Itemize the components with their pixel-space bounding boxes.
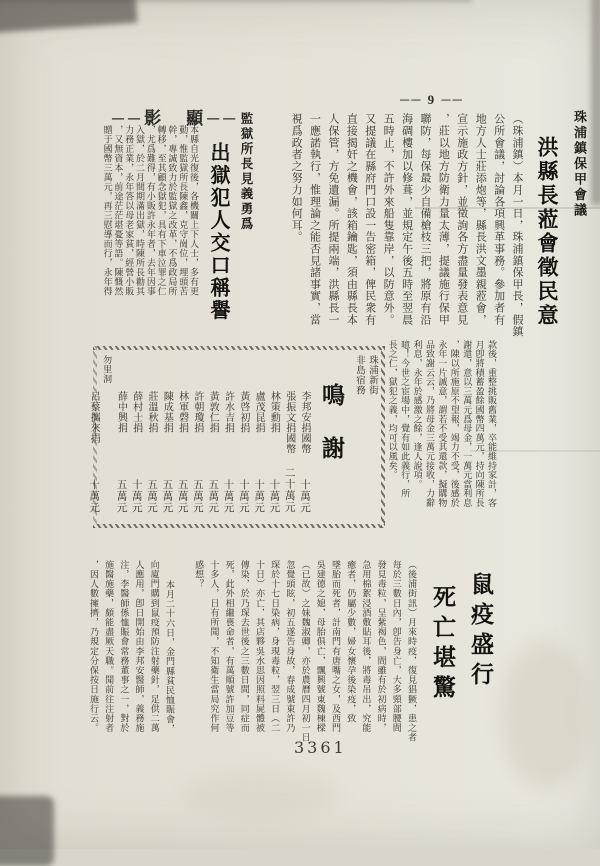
paper-stain bbox=[500, 640, 590, 790]
text-column: 感想？ bbox=[194, 560, 205, 589]
text-column: 轉移，至其顧念獄犯，具有下車泣罪之仁 bbox=[156, 125, 167, 296]
donor-entry bbox=[144, 353, 159, 517]
text-column: 宣示施政方針，並徵詢各方盡量發表意見 bbox=[455, 113, 468, 326]
donor-entry bbox=[128, 353, 143, 517]
donor-amount: 十萬元 bbox=[237, 478, 249, 513]
donor-amount: 五萬元 bbox=[176, 478, 188, 513]
text-column: 琛於十七日染病，身現毒粒，翌三日（二 bbox=[270, 560, 281, 733]
article-headline-top: 鼠疫盛行 bbox=[468, 572, 493, 692]
publication-masthead: ──影 顯── bbox=[112, 109, 240, 128]
donor-amount: 十萬元 bbox=[222, 478, 234, 513]
acknowledgment-box bbox=[88, 346, 385, 528]
text-column: 急用棉絮浸酒敷貼耳後，將毒吊出，究能 bbox=[361, 560, 372, 733]
text-column: ，莊以地方防衛力量太薄，提議施行保甲 bbox=[437, 113, 450, 326]
donor-entry bbox=[281, 353, 296, 517]
donor-name: 許朝瓊捐 bbox=[191, 391, 203, 433]
donor-name: 盧茂昆捐 bbox=[253, 391, 265, 433]
donor-entry bbox=[236, 353, 251, 517]
donor-entry bbox=[86, 353, 101, 517]
text-column: 謝還，意以三萬元爲母金，一萬元當利息 bbox=[462, 340, 473, 508]
text-column: 噫！今世之宦場中，覺有如此義行，所 bbox=[400, 340, 411, 499]
article-headline-bottom: 死亡堪驚 bbox=[430, 585, 455, 705]
donor-name: 黃啓初捐 bbox=[237, 391, 249, 433]
text-column: 本月二十六日，金門縣貧民恤賑會， bbox=[164, 580, 175, 734]
donor-amount: 五萬元 bbox=[207, 478, 219, 513]
article-baojia-meeting bbox=[260, 110, 590, 344]
text-column: 十日）亦亡，其店夥吳水思因照料屍體被 bbox=[254, 560, 265, 733]
scan-edge-artifact bbox=[0, 0, 472, 2]
paper-stain bbox=[180, 770, 340, 820]
text-column: 幹，專誠致力於監獄之改革，不爲政局所 bbox=[167, 125, 178, 296]
donor-name: 陳成基捐 bbox=[161, 391, 173, 433]
donor-entry bbox=[297, 353, 312, 517]
article-prison-warden bbox=[96, 112, 256, 340]
article-body bbox=[287, 110, 526, 344]
donor-amount: 五萬元 bbox=[146, 478, 158, 513]
text-column: 聯防，每保最少自備槍枝三把，將原有沿 bbox=[418, 113, 431, 326]
donor-name: 許水吉捐 bbox=[222, 391, 234, 433]
donor-entry bbox=[174, 353, 189, 517]
text-column: 墜胎而死者，計南門有唐嘴之女，及西門 bbox=[330, 560, 341, 733]
text-column: ，因人數擁擠，乃規定分保按日施行云。 bbox=[88, 560, 99, 733]
donor-amount: 五萬元 bbox=[115, 478, 127, 513]
article-kicker: 監獄所長見義勇爲 bbox=[239, 112, 253, 232]
text-column: 地方人士莊添炮等，縣長洪文墨親蒞會， bbox=[474, 113, 487, 326]
acknowledgment-content bbox=[88, 353, 378, 521]
donor-entry bbox=[220, 353, 235, 517]
text-column: ，尤爲難得，有小販許永年者，去年因事 bbox=[145, 125, 156, 296]
text-column: 人應用，卽日開始由李邦安醫師，義務施 bbox=[134, 560, 145, 733]
text-column: 注，李醫師係恤賑會常務董事之一，對於 bbox=[119, 560, 130, 733]
donor-amount: 十萬元 bbox=[130, 478, 142, 513]
donor-place-headers bbox=[352, 353, 378, 521]
article-body bbox=[102, 112, 199, 340]
donor-name: 林策勳捐 bbox=[268, 391, 280, 433]
text-column: （已故）之妹魏淑卿，亦於農曆四月初一日 bbox=[300, 560, 311, 743]
donor-amount: 二十萬元 bbox=[283, 467, 295, 513]
text-column: 公所會議，討論各項興革事務。參加者有 bbox=[492, 113, 505, 326]
text-column: 本縣自光復後，各機關上下人士，多有更 bbox=[189, 125, 199, 296]
text-column: 向廈門購到鼠疫預防注射藥針，足供二萬 bbox=[149, 560, 160, 733]
text-column: 款後，重整挑販舊業，卒能維持家計，客 bbox=[487, 340, 497, 508]
donor-entry bbox=[205, 353, 220, 517]
text-column: 永年一片誠意，謂若不受其還款，擬購物 bbox=[437, 340, 448, 508]
article-plague bbox=[86, 560, 498, 756]
donor-entry bbox=[159, 353, 174, 517]
donor-name: 李邦安捐國幣 bbox=[299, 391, 310, 454]
donor-list bbox=[86, 353, 312, 521]
donor-amount: 五萬元 bbox=[191, 478, 203, 513]
print-serial-number: 3361 bbox=[294, 738, 347, 757]
text-column: 傳染，於乃琛去世後之三數日間，同症而 bbox=[239, 560, 250, 733]
donor-entry bbox=[251, 353, 266, 517]
article-kicker: 珠浦鎮保甲會議 bbox=[572, 110, 587, 219]
donor-name: 張振文捐國幣 bbox=[283, 391, 295, 454]
text-column: ，陳以所施原不望報，竭力不受，後感於 bbox=[449, 340, 460, 508]
box-border-right bbox=[381, 346, 385, 528]
text-column: 品致謝云云，乃將母金三萬元接收，力辭 bbox=[424, 340, 435, 508]
donor-entry bbox=[113, 353, 128, 517]
text-column: 利息，永年於感激之餘，逢人說項。 bbox=[412, 340, 423, 489]
donor-name: 林軍磬捐 bbox=[176, 391, 188, 433]
text-column: 視爲政者之努力如何耳。 bbox=[290, 113, 303, 243]
donor-amount: 十萬元 bbox=[253, 478, 265, 513]
text-column: 動，惟監獄所長陳鑫，克守崗位，埋頭苦 bbox=[178, 125, 189, 296]
article-prison-warden-continuation bbox=[384, 340, 498, 520]
donor-entry bbox=[266, 353, 281, 517]
box-border-bottom bbox=[93, 524, 385, 528]
scan-edge-artifact bbox=[0, 796, 54, 866]
page-number: ── 9 ── bbox=[400, 92, 464, 107]
text-column: 贈于國幣三萬元，再三慰導而行，永年得 bbox=[102, 125, 113, 296]
text-column: （後浦街訊）月來時疫，復見猖獗，患之者 bbox=[407, 560, 417, 743]
text-column: 直接揭奸之機會，該箱鑰匙，須由縣長本 bbox=[345, 113, 358, 326]
text-column: 長之仁，獄犯之義，均可以風矣。 bbox=[387, 340, 398, 480]
text-column: 每於三數日內，卽告身亡，大多頸部腰間 bbox=[391, 560, 402, 733]
text-column: 又提議在縣府門口設一告密箱，俾民衆有 bbox=[363, 113, 376, 326]
article-body bbox=[86, 560, 419, 756]
text-column: 癒者，仍屬少數，婦女懷孕後染疫，致 bbox=[346, 560, 357, 724]
text-column: 死，此外相繼喪命者，有萬順號許加豆等 bbox=[224, 560, 235, 733]
donor-entry bbox=[190, 353, 205, 517]
text-column: 月卽將積蓄盈餘國幣四萬元，持向陳所長 bbox=[474, 340, 485, 508]
donor-amount: 十萬元 bbox=[299, 478, 310, 513]
donor-name: 呂蔡攜來捐 bbox=[88, 391, 100, 444]
donor-name: 薛中興捐 bbox=[115, 391, 127, 433]
text-column: 十多人，日有所聞，不知衛生當局究作何 bbox=[209, 560, 220, 733]
text-column: 吳建德之媳，母胎俱亡，飄興號東魏棟樑 bbox=[315, 560, 326, 733]
text-column: 五時止，不許外來船隻靠岸，以防意外。 bbox=[382, 113, 395, 326]
box-border-top bbox=[93, 346, 385, 350]
article-headline: 出獄犯人交口稱譽 bbox=[207, 142, 229, 322]
donor-place-label: 勿里洞 bbox=[102, 355, 113, 384]
article-headline: 洪縣長蒞會徵民意 bbox=[535, 136, 559, 328]
text-column: ，又無資本，前途茫茫堪憂等語。陳慨然 bbox=[113, 125, 124, 296]
scan-edge-artifact bbox=[0, 0, 137, 33]
scan-edge-artifact bbox=[591, 0, 600, 205]
donor-name: 薛村士捐 bbox=[130, 391, 142, 433]
text-column: 珠浦新街 bbox=[367, 355, 377, 395]
text-column: 忽覺頭眩，初五遂告身故，春成號東許乃 bbox=[285, 560, 296, 733]
donor-amount: 十萬元 bbox=[88, 478, 100, 513]
text-column: 人保管，方免遺漏。所提兩端，洪縣長一 bbox=[326, 113, 339, 326]
text-column: 一應諾執行，惟理論之能否見諸事實，當 bbox=[308, 113, 321, 326]
donor-amount: 五萬元 bbox=[161, 478, 173, 513]
text-column: 力務正業，永年答以母老家貧，經營小販 bbox=[124, 125, 135, 296]
text-column: （珠浦鎮）本月一日，珠浦鎮保甲長，假鎮 bbox=[511, 113, 523, 338]
text-column: 非島宿務 bbox=[354, 355, 364, 395]
text-column: 海碉樓加以修葺，並規定午後五時至翌晨 bbox=[400, 113, 413, 326]
donor-amount: 十萬元 bbox=[268, 478, 280, 513]
text-column: 入獄，於二月間期滿出獄，時陳所長勸其 bbox=[135, 125, 146, 296]
text-column bbox=[177, 560, 191, 756]
acknowledgment-title: 鳴謝 bbox=[319, 383, 344, 489]
text-column: 施醫施藥，頗能盡厥天職。聞前往注射者 bbox=[104, 560, 115, 733]
donor-name: 黃敦仁捐 bbox=[207, 391, 219, 433]
donor-name: 莊溫秋捐 bbox=[146, 391, 158, 433]
text-column: 發見毒粒，呈紫褐色，間雖有於初病時， bbox=[376, 560, 387, 733]
